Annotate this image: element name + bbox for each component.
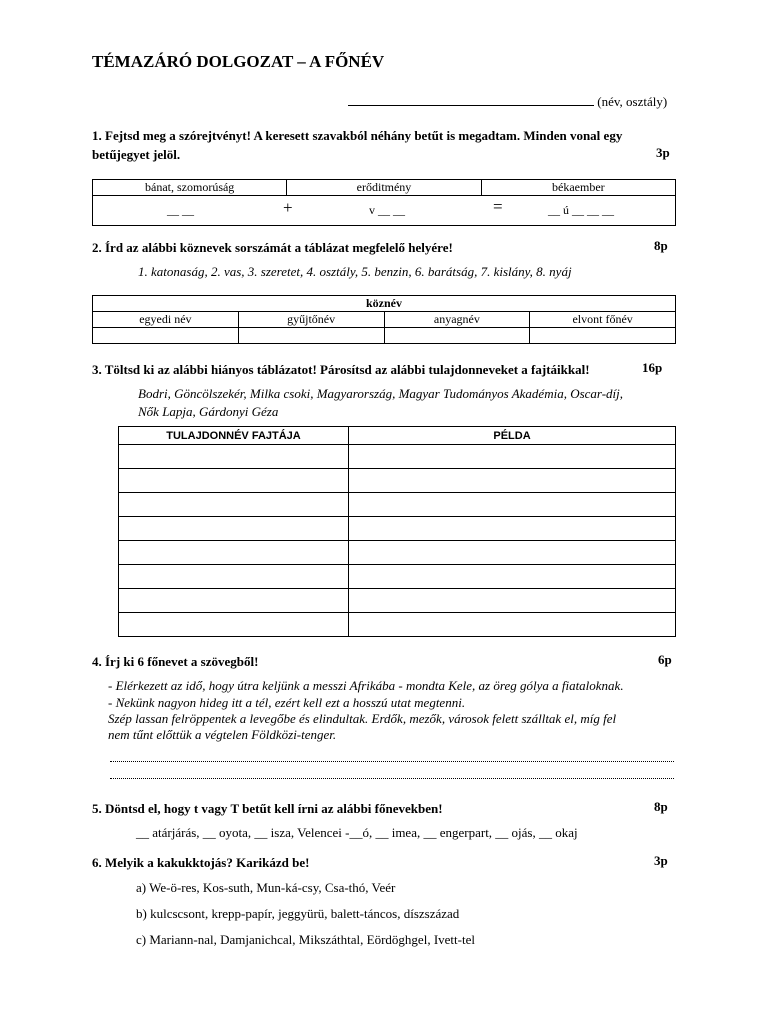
q1-points: 3p [656, 145, 670, 160]
q4-text-line1: - Elérkezett az idő, hogy útra keljünk a messzi Afrikába - mondta Kele, az öreg gólya a fiataloknak. [108, 678, 624, 693]
name-class-label: (név, osztály) [597, 94, 668, 109]
q3-instruction: 3. Töltsd ki az alábbi hiányos táblázatot! Párosítsd az alábbi tulajdonneveket a fajtáikkal! [92, 362, 590, 377]
q3-type-cell[interactable] [119, 589, 349, 613]
q3-col-type: TULAJDONNÉV FAJTÁJA [119, 427, 349, 445]
q2-table-header: köznév [93, 296, 676, 312]
q6-option-a[interactable]: a) We-ö-res, Kos-suth, Mun-ká-csy, Csa-thó, Veér [136, 880, 396, 895]
q3-col-example: PÉLDA [349, 427, 676, 445]
q1-header-3: békaember [481, 180, 675, 196]
q2-answer-cell[interactable] [384, 328, 530, 344]
q6-option-b[interactable]: b) kulcscsont, krepp-papír, jeggyürü, balett-táncos, díszszázad [136, 906, 460, 921]
q3-example-cell[interactable] [349, 541, 676, 565]
q1-header-1: bánat, szomorúság [93, 180, 287, 196]
q3-type-cell[interactable] [119, 613, 349, 637]
q1-puzzle-table [92, 179, 676, 226]
q1-instruction-line2: betűjegyet jelöl. [92, 147, 181, 162]
page-title: TÉMAZÁRÓ DOLGOZAT – A FŐNÉV [92, 52, 385, 71]
q3-type-cell[interactable] [119, 517, 349, 541]
q3-example-cell[interactable] [349, 589, 676, 613]
q1-instruction-line1: 1. Fejtsd meg a szórejtvényt! A keresett szavakból néhány betűt is megadtam. Minden vonal egy [92, 128, 623, 143]
q2-col-gyujto: gyűjtőnév [238, 312, 384, 328]
q5-word-list: __ atárjárás, __ oyota, __ isza, Velencei -__ó, __ imea, __ engerpart, __ ojás, __ okaj [136, 825, 578, 840]
q3-type-cell[interactable] [119, 493, 349, 517]
q3-word-list-line1: Bodri, Göncölszekér, Milka csoki, Magyarország, Magyar Tudományos Akadémia, Oscar-díj, [138, 386, 624, 401]
q4-points: 6p [658, 652, 672, 667]
plus-sign: + [283, 198, 293, 217]
q3-type-cell[interactable] [119, 541, 349, 565]
q1-cell-2[interactable]: v __ __ [369, 203, 405, 217]
q3-proper-noun-table [118, 426, 676, 637]
q3-example-cell[interactable] [349, 517, 676, 541]
q3-type-cell[interactable] [119, 445, 349, 469]
q6-option-c[interactable]: c) Mariann-nal, Damjanichcal, Mikszáthtal, Eördöghgel, Ivett-tel [136, 932, 475, 947]
q5-instruction: 5. Döntsd el, hogy t vagy T betűt kell írni az alábbi főnevekben! [92, 801, 443, 816]
q2-noun-table [92, 295, 676, 344]
q4-answer-line[interactable] [110, 760, 674, 762]
q3-example-cell[interactable] [349, 565, 676, 589]
q2-col-anyag: anyagnév [384, 312, 530, 328]
q2-col-elvont: elvont főnév [530, 312, 676, 328]
q6-instruction: 6. Melyik a kakukktojás? Karikázd be! [92, 855, 310, 870]
q4-answer-line[interactable] [110, 777, 674, 779]
q2-points: 8p [654, 238, 668, 253]
q1-cell-1[interactable]: __ __ [167, 203, 194, 217]
q3-type-cell[interactable] [119, 469, 349, 493]
q1-header-2: erőditmény [287, 180, 481, 196]
q4-text-line4: nem tűnt előttük a végtelen Földközi-tenger. [108, 727, 337, 742]
q3-example-cell[interactable] [349, 613, 676, 637]
q4-text-line3: Szép lassan felröppentek a levegőbe és elindultak. Erdők, mezők, városok felett szálltak el, míg fel [108, 711, 617, 726]
name-blank-line[interactable] [348, 94, 594, 106]
q1-answer-row[interactable] [93, 196, 676, 226]
q3-type-cell[interactable] [119, 565, 349, 589]
q2-answer-cell[interactable] [530, 328, 676, 344]
equals-sign: = [493, 197, 503, 216]
q5-points: 8p [654, 799, 668, 814]
q3-points: 16p [642, 360, 663, 375]
q2-answer-cell[interactable] [93, 328, 239, 344]
q4-instruction: 4. Írj ki 6 főnevet a szövegből! [92, 654, 259, 669]
name-class-field[interactable] [348, 94, 667, 110]
q2-col-egyedi: egyedi név [93, 312, 239, 328]
q4-text-line2: - Nekünk nagyon hideg itt a tél, ezért kell ezt a hosszú utat megtenni. [108, 695, 466, 710]
q1-cell-3[interactable]: __ ú __ __ __ [548, 203, 614, 217]
q3-example-cell[interactable] [349, 469, 676, 493]
q3-example-cell[interactable] [349, 445, 676, 469]
q3-word-list-line2: Nők Lapja, Gárdonyi Géza [138, 404, 279, 419]
q3-example-cell[interactable] [349, 493, 676, 517]
q2-instruction: 2. Írd az alábbi köznevek sorszámát a táblázat megfelelő helyére! [92, 240, 453, 255]
q2-word-list: 1. katonaság, 2. vas, 3. szeretet, 4. osztály, 5. benzin, 6. barátság, 7. kislány, 8. nyáj [138, 264, 572, 279]
q2-answer-cell[interactable] [238, 328, 384, 344]
q6-points: 3p [654, 853, 668, 868]
